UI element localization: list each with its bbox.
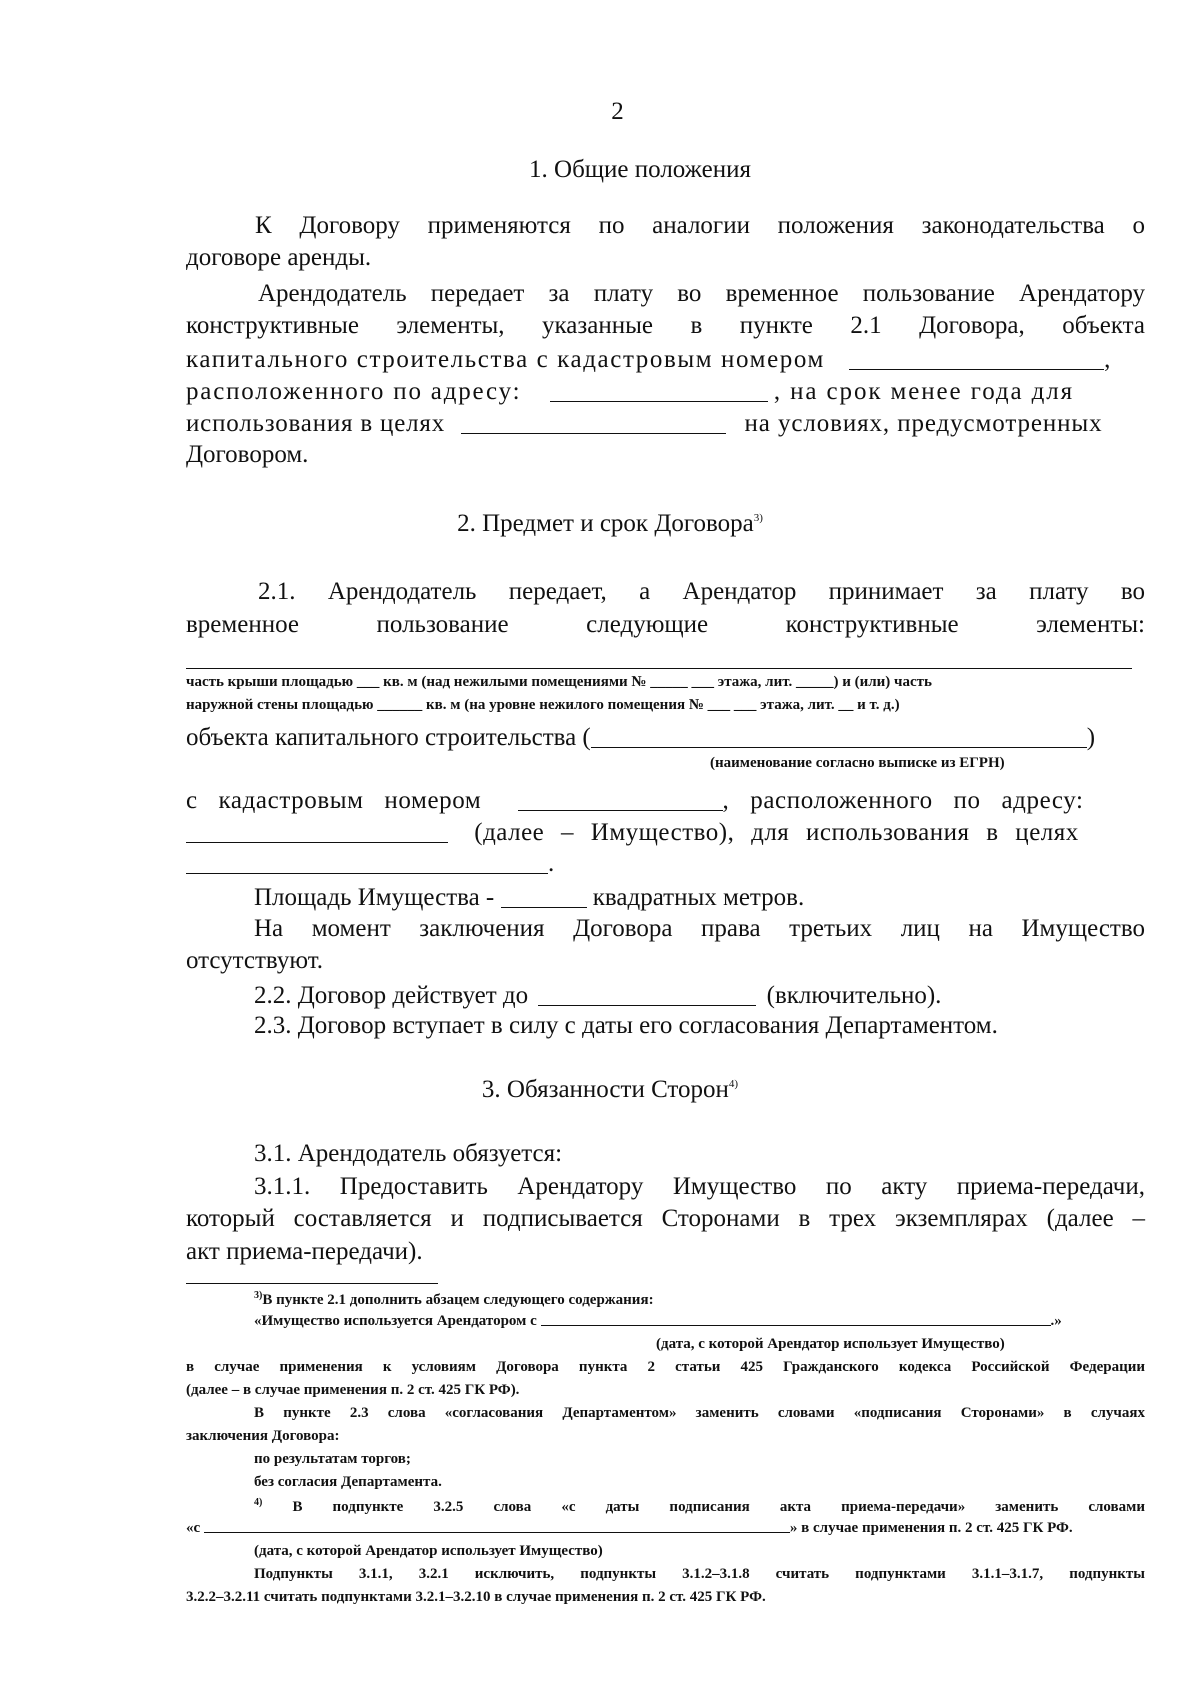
small-note-line2: наружной стены площадью ______ кв. м (на уровне нежилого помещения № ___ ___ этажа, лит. __ и т. д.) (186, 697, 900, 713)
fn3-line5: В пункте 2.3 слова «согласования Департаментом» заменить словами «подписания Сторонами» в случаях (254, 1405, 1145, 1421)
fn4-line4: 3.2.2–3.2.11 считать подпунктами 3.2.1–3.2.10 в случае применения п. 2 ст. 425 ГК РФ. (186, 1589, 766, 1605)
purpose-line (186, 848, 554, 878)
fn4-line1-text: В подпункте 3.2.5 слова «с даты подписания акта приема-передачи» заменить словами (292, 1499, 1146, 1515)
purpose-blank (461, 408, 726, 434)
rights-line1: На момент заключения Договора права третьих лиц на Имущество (254, 915, 1145, 942)
footnote-mark-3: 3) (753, 512, 763, 524)
object-close: ) (1086, 724, 1096, 751)
cadastral-line (186, 785, 1145, 815)
fn3-line3: в случае применения к условиям Договора пункта 2 статьи 425 Гражданского кодекса Российской Федерации (186, 1359, 1145, 1375)
fn3-line7: по результатам торгов; (254, 1451, 411, 1467)
s1-p2-line1: Арендодатель передает за плату во временное пользование Арендатору (258, 280, 1145, 307)
p22-text-b: (включительно). (766, 982, 942, 1009)
fn4-line2 (186, 1520, 1145, 1537)
s2-p21-line2: временное пользование следующие конструктивные элементы: (186, 611, 1145, 638)
after-address-text: (далее – Имущество), для использования в целях (474, 819, 1079, 846)
rights-line2: отсутствуют. (186, 947, 324, 974)
p311-line2: который составляется и подписывается Сторонами в трех экземплярах (далее – (186, 1205, 1145, 1232)
fn3-line2 (254, 1313, 1062, 1330)
s1-p1-line1: К Договору применяются по аналогии положения законодательства о (255, 212, 1145, 239)
s1-p2-line2: конструктивные элементы, указанные в пункте 2.1 Договора, объекта (186, 312, 1145, 339)
object-line (186, 722, 1145, 752)
small-note-line1: часть крыши площадью ___ кв. м (над нежилыми помещениями № _____ ___ этажа, лит. _____) и (или) часть (186, 674, 932, 690)
area-text-b: квадратных метров. (592, 884, 805, 911)
p23-line: 2.3. Договор вступает в силу с даты его согласования Департаментом. (254, 1012, 998, 1039)
p311-line3: акт приема-передачи). (186, 1238, 423, 1265)
footnote-mark-4: 4) (728, 1078, 739, 1090)
fn4-line1 (254, 1497, 1145, 1516)
fn3-hint: (дата, с которой Арендатор использует Имущество) (656, 1336, 1005, 1352)
address-blank-2 (186, 817, 448, 843)
fn3-line6: заключения Договора: (186, 1428, 340, 1444)
fn3-line8: без согласия Департамента. (254, 1474, 442, 1490)
area-blank (501, 882, 587, 908)
fn3-line1-text: В пункте 2.1 дополнить абзацем следующего содержания: (262, 1292, 654, 1308)
s1-p2-line6: Договором. (186, 441, 309, 468)
fn3-line4: (далее – в случае применения п. 2 ст. 425 ГК РФ). (186, 1382, 520, 1398)
object-hint: (наименование согласно выписке из ЕГРН) (710, 755, 1005, 771)
address-blank (550, 376, 768, 402)
s1-p2-line4a: расположенного по адресу: (186, 378, 522, 405)
fn4-line3: Подпункты 3.1.1, 3.2.1 исключить, подпункты 3.1.2–3.1.8 считать подпунктами 3.1.1–3.1.7, подпункты (254, 1566, 1145, 1582)
section-2-heading-text: 2. Предмет и срок Договора (457, 510, 754, 537)
object-name-blank (591, 722, 1087, 748)
section-2-heading (10, 510, 1200, 538)
purpose-blank-2 (186, 848, 548, 874)
fn3-line2b: .» (1050, 1313, 1062, 1329)
footnote-separator (186, 1283, 438, 1284)
section-3-heading-text: 3. Обязанности Сторон (481, 1076, 729, 1103)
fn4-date-blank (204, 1520, 790, 1533)
fn3-line1 (254, 1290, 654, 1309)
fn4-line2a: «с (186, 1520, 201, 1536)
cadastral-number-blank-2 (518, 785, 723, 811)
area-line (254, 882, 804, 912)
s1-p2-line4 (186, 376, 1145, 406)
object-text: объекта капитального строительства ( (186, 724, 591, 751)
end-date-blank (538, 980, 756, 1006)
area-text-a: Площадь Имущества - (254, 884, 495, 911)
p22-text-a: 2.2. Договор действует до (254, 982, 529, 1009)
s1-p2-line3-text: капитального строительства с кадастровым номером (186, 346, 825, 373)
p31-line: 3.1. Арендодатель обязуется: (254, 1140, 563, 1167)
fn3-date-blank (541, 1313, 1051, 1326)
fn4-hint: (дата, с которой Арендатор использует Имущество) (254, 1543, 603, 1559)
s1-p2-line5 (186, 408, 1145, 438)
s2-p21-line1: 2.1. Арендодатель передает, а Арендатор принимает за плату во (258, 578, 1145, 605)
s1-p1-line2: договоре аренды. (186, 244, 372, 271)
fn3-mark: 3) (254, 1290, 263, 1301)
s1-comma: , (1104, 346, 1111, 373)
after-address-line (186, 817, 1145, 847)
purpose-dot: . (548, 850, 555, 877)
construct-elements-blank (186, 668, 1132, 669)
section-3-heading (10, 1076, 1200, 1104)
s1-p2-line5b: на условиях, предусмотренных (744, 410, 1103, 437)
s1-p2-line4b: , на срок менее года для (773, 378, 1075, 405)
s1-p2-line3 (186, 344, 1145, 374)
cadastral-line-a: с кадастровым номером (186, 787, 482, 814)
p311-line1: 3.1.1. Предоставить Арендатору Имущество по акту приема-передачи, (254, 1173, 1145, 1200)
fn3-line2a: «Имущество используется Арендатором с (254, 1313, 537, 1329)
section-1-heading: 1. Общие положения (529, 156, 751, 183)
fn4-line2b: » в случае применения п. 2 ст. 425 ГК РФ. (789, 1520, 1073, 1536)
s1-p2-line5a: использования в целях (186, 410, 446, 437)
page-number: 2 (611, 98, 624, 125)
cadastral-number-blank (849, 344, 1104, 370)
fn4-mark: 4) (254, 1497, 263, 1508)
p22-line (254, 980, 941, 1010)
cadastral-line-b: , расположенного по адресу: (722, 787, 1084, 814)
